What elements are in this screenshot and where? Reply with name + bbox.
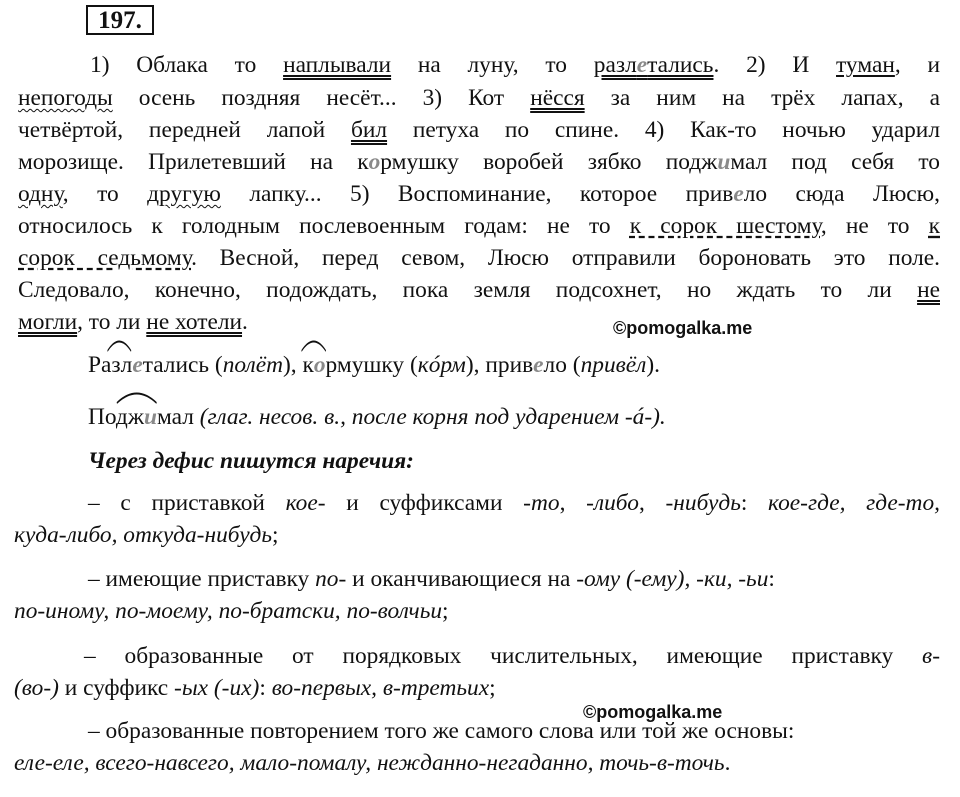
watermark-2: ©pomogalka.me: [583, 702, 723, 722]
check-line-2: Поджи мал (глаг. несов. в., после корня под ударением -á-).: [88, 404, 666, 431]
text-line-8: Следовало, конечно, подождать, пока земля подсохнет, но ждать то ли не: [18, 277, 940, 303]
text-line-2: непогоды осень поздняя несёт... 3) Кот нёсся за ним на трёх лапах, а: [18, 85, 940, 111]
rule-2-line-1: – имеющие приставку по- и оканчивающиеся на -ому (-ему), -ки, -ьи:: [88, 566, 775, 592]
text-line-7: сорок седьмому. Весной, перед севом, Люсю отправили бороновать это поле.: [18, 245, 940, 271]
rule-1-line-1: – с приставкой кое- и суффиксами -то, -либо, -нибудь: кое-где, где-то,: [88, 490, 940, 516]
rule-3-line-1: – образованные от порядковых числительных, имеющие приставку в-: [84, 643, 940, 669]
exercise-number: 197.: [86, 5, 154, 35]
watermark: ©pomogalka.me: [613, 318, 753, 338]
rule-title: Через дефис пишутся наречия:: [88, 448, 414, 474]
text-line-4: морозище. Прилетевший на кормушку воробей зябко поджимал под себя то: [18, 149, 940, 175]
text-line-9: могли, то ли не хотели.: [18, 309, 248, 335]
rule-4-line-2: еле-еле, всего-навсего, мало-помалу, нежданно-негаданно, точь-в-точь.: [14, 750, 731, 776]
rule-1-line-2: куда-либо, откуда-нибудь;: [14, 522, 279, 548]
check-line-1: Разле тались (полёт), ко рмушку (кóрм), привело (привёл).: [88, 352, 660, 379]
text-line-3: четвёртой, передней лапой бил петуха по спине. 4) Как-то ночью ударил: [18, 117, 940, 143]
rule-4-line-1: – образованные повторением того же самого слова или той же основы:: [88, 718, 795, 744]
rule-3-line-2: (во-) и суффикс -ых (-их): во-первых, в-третьих;: [14, 675, 496, 701]
rule-2-line-2: по-иному, по-моему, по-братски, по-волчьи;: [14, 598, 449, 624]
text-line-5: одну, то другую лапку... 5) Воспоминание, которое привело сюда Люсю,: [18, 181, 940, 207]
text-line-6: относилось к голодным послевоенным годам: не то к сорок шестому, не то к: [18, 213, 940, 239]
text-line-1: 1) Облака то наплывали на луну, то разлетались. 2) И туман, и: [90, 52, 940, 78]
